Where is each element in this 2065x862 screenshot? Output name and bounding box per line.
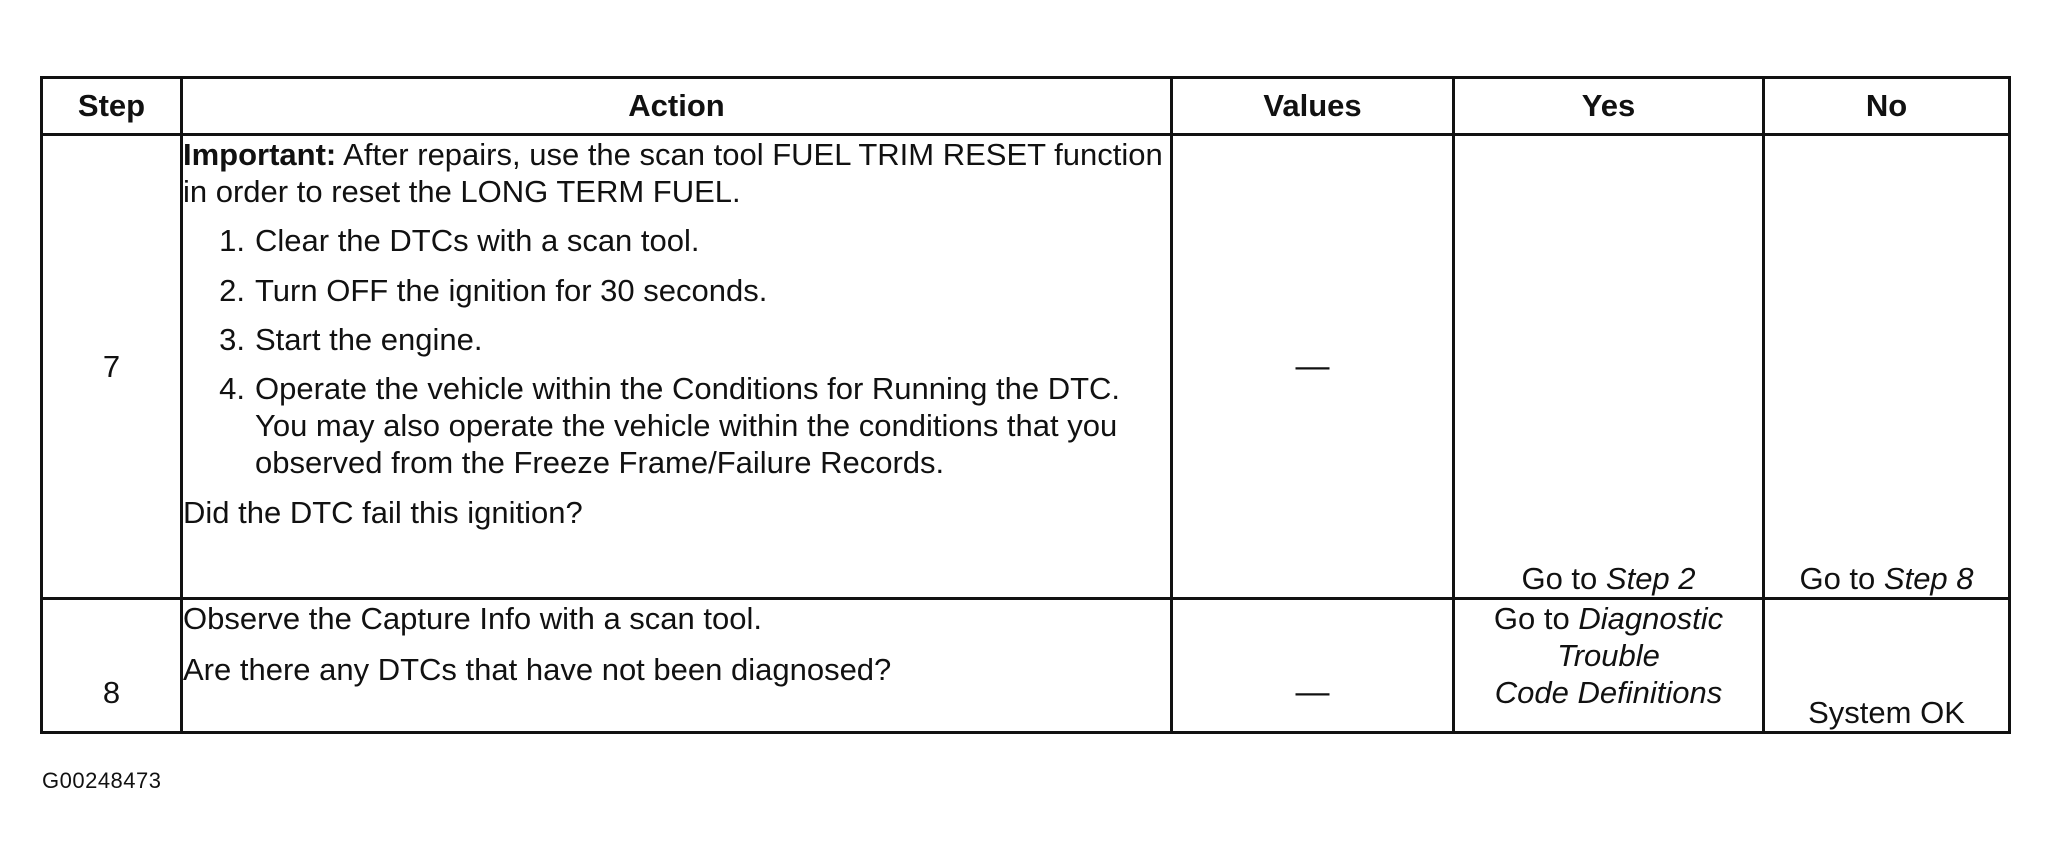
table-row-step-8 [42,599,2010,733]
step-number: 8 [42,599,182,733]
no-cell: System OK [1764,599,2010,733]
yes-step-link[interactable]: Step 2 [1605,560,1696,596]
list-item-number: 1. [219,223,245,259]
header-values: Values [1172,78,1454,135]
table-row-step-7 [42,135,2010,599]
action-question: Did the DTC fail this ignition? [183,494,583,530]
list-item-text: Turn OFF the ignition for 30 seconds. [255,272,768,308]
no-prefix: Go to [1799,560,1884,596]
yes-prefix: Go to [1493,601,1579,636]
header-step: Step [42,78,182,135]
list-item [183,370,1170,482]
header-yes: Yes [1454,78,1764,135]
yes-prefix: Go to [1521,560,1606,596]
action-question: Are there any DTCs that have not been diagnosed? [183,652,892,688]
list-item-number: 2. [219,272,245,308]
no-cell [1764,135,2010,599]
important-text: After repairs, use the scan tool FUEL TRIM RESET function in order to reset the LONG TERM FUEL. [183,137,1163,210]
procedure-list [183,222,1170,481]
list-item [183,321,1170,358]
list-item-text: Clear the DTCs with a scan tool. [255,223,700,259]
values-cell: — [1172,599,1454,733]
yes-link-line[interactable]: Code Definitions [1494,675,1723,711]
diagnostic-table [40,76,2011,734]
important-label: Important: [183,137,337,172]
figure-id: G00248473 [42,768,162,793]
list-item [183,222,1170,259]
step-number: 7 [42,135,182,599]
header-row [42,78,2010,135]
list-item-text: Operate the vehicle within the Conditions for Running the DTC. You may also operate the vehicle within the conditions that you observed from the Freeze Frame/Failure Records. [255,370,1121,481]
list-item-text: Start the engine. [255,321,483,357]
action-instruction: Observe the Capture Info with a scan tool. [183,601,762,636]
header-no: No [1764,78,2010,135]
no-step-link[interactable]: Step 8 [1883,560,1974,596]
yes-cell [1454,135,1764,599]
values-cell: — [1172,135,1454,599]
header-action: Action [182,78,1172,135]
yes-link-line[interactable]: Trouble [1557,638,1660,674]
important-note [183,136,1170,210]
yes-cell [1454,599,1764,733]
list-item [183,272,1170,309]
list-item-number: 3. [219,321,245,357]
yes-link-line[interactable]: Diagnostic [1578,601,1724,636]
action-cell [182,599,1172,733]
list-item-number: 4. [219,370,245,406]
action-cell [182,135,1172,599]
